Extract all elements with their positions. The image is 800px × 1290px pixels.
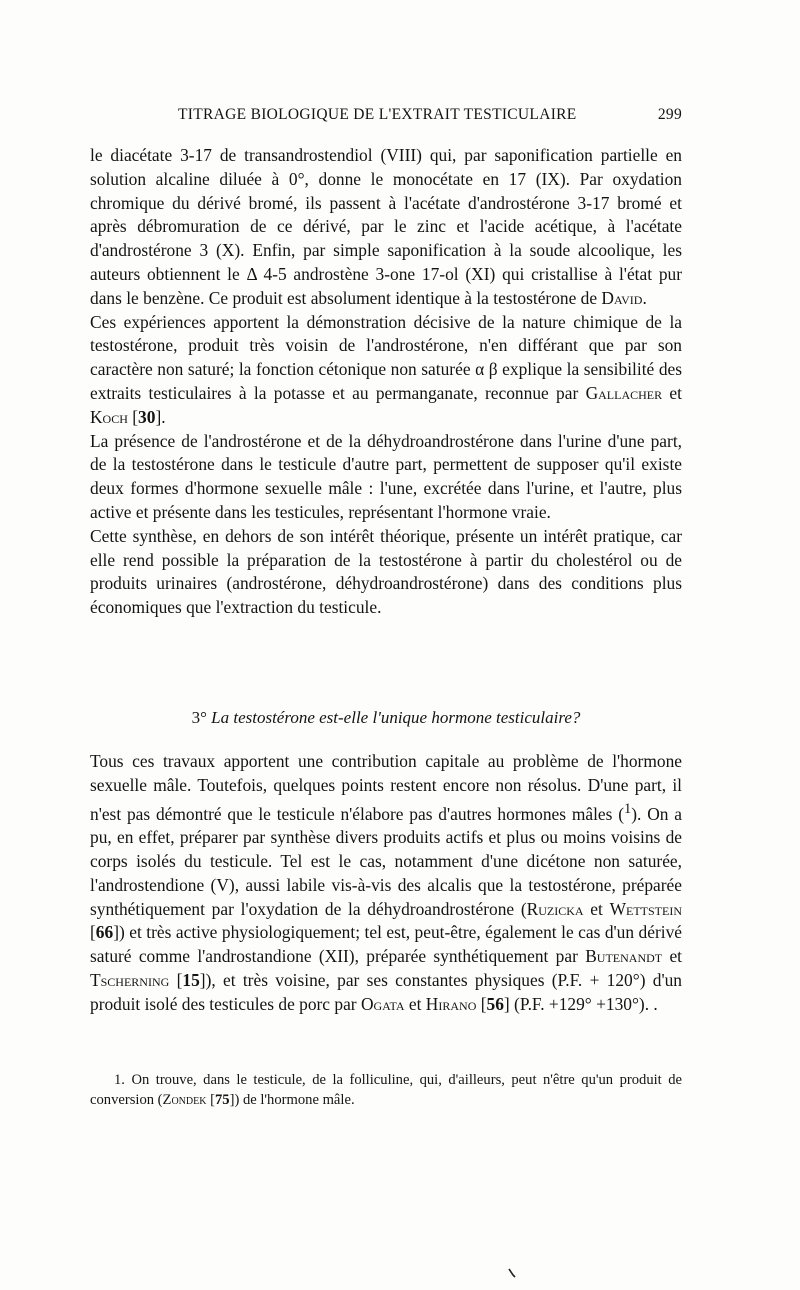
paragraph-1-end: .: [642, 287, 647, 308]
page-number: 299: [657, 106, 682, 123]
main-text-upper: [90, 144, 682, 620]
conjunction: et: [662, 946, 682, 967]
paragraph-2-text: Ces expériences apportent la démonstration décisive de la nature chimique de la testostérone, produit très voisin de l'androstérone, n'en différant que par son caractère non saturé; la fonction cétonique non saturée α β explique la sensibilité des extraits testiculaires à la potasse et au permanganate, reconnue par: [90, 311, 682, 403]
reference-66: 66: [95, 922, 114, 943]
conjunction: et: [583, 898, 610, 919]
paragraph-1: [90, 144, 682, 311]
bracket-open: [: [476, 993, 487, 1014]
paragraph-5-text-c: ]) et très active physiologiquement; tel est, peut-être, également le cas d'un dérivé saturé comme l'androstandione (XII), préparée synthétiquement par: [90, 922, 682, 967]
section-heading: [90, 708, 682, 728]
author-zondek: Zondek: [162, 1092, 207, 1108]
paragraph-3: La présence de l'androstérone et de la déhydroandrostérone dans l'urine d'une part, de la testostérone dans le testicule d'autre part, permettent de supposer qu'il existe deux formes d'hormone sexuelle mâle : l'une, excrétée dans l'urine, et l'autre, plus active et présente dans les testicules, représentant l'hormone vraie.: [90, 430, 682, 522]
bracket-open: [: [169, 969, 183, 990]
author-hirano: Hirano: [425, 993, 477, 1014]
reference-30: 30: [138, 406, 156, 427]
bracket-open: [: [90, 922, 96, 943]
footnote-1: [90, 1070, 682, 1110]
main-text-lower: [90, 750, 682, 1017]
footnote-marker: 1.: [114, 1072, 125, 1088]
bracket-open: [: [206, 1092, 215, 1108]
paragraph-4: Cette synthèse, en dehors de son intérêt théorique, présente un intérêt pratique, car elle rend possible la préparation de la testostérone à partir du cholestérol ou de produits urinaires (androstérone, déhydroandrostérone) dans des conditions plus économiques que l'extraction du testicule.: [90, 525, 682, 618]
conjunction: et: [404, 993, 426, 1014]
footnote-call: 1: [624, 800, 632, 817]
paragraph-5-text-e: ] (P.F. +129° +130°). .: [503, 993, 658, 1014]
author-tscherning: Tscherning: [90, 969, 170, 990]
reference-75: 75: [214, 1092, 230, 1108]
footnote: [90, 1070, 682, 1110]
author-wettstein: Wettstein: [609, 898, 682, 919]
reference-15: 15: [182, 969, 200, 990]
author-ogata: Ogata: [360, 993, 405, 1014]
paragraph-1-text: le diacétate 3-17 de transandrostendiol (VIII) qui, par saponification partielle en solution alcaline diluée à 0°, donne le monocétate en 17 (IX). Par oxydation chromique du dérivé bromé, ils passent à l'acétate d'androstérone 3-17 bromé et après débromuration de ce dérivé, par le zinc et l'acide acétique, à l'acétate d'androstérone 3 (X). Enfin, par simple saponification à la soude alcoolique, les auteurs obtiennent le Δ 4-5 androstène 3-one 17-ol (XI) qui cristallise à l'état pur dans le benzène. Ce produit est absolument identique à la testostérone de: [90, 145, 682, 308]
author-ruzicka: Ruzicka: [526, 898, 584, 919]
bracket-open: [: [127, 406, 139, 427]
conjunction: et: [662, 382, 682, 403]
bracket-close: ].: [155, 406, 166, 427]
footnote-text-a: On trouve, dans le testicule, de la folliculine, qui, d'ailleurs, peut n'être qu'un produit de conversion (: [90, 1072, 682, 1108]
author-butenandt: Butenandt: [585, 946, 663, 967]
author-koch: Koch: [90, 406, 128, 427]
scan-mark-icon: [508, 1268, 516, 1278]
author-david: David: [601, 287, 643, 308]
paragraph-5: [90, 750, 682, 1017]
footnote-text-b: ]) de l'hormone mâle.: [229, 1092, 355, 1108]
section-title: La testostérone est-elle l'unique hormone testiculaire?: [211, 708, 581, 727]
author-gallacher: Gallacher: [585, 382, 663, 403]
paragraph-5-text-d: ]), et très voisine, par ses constantes physiques (P.F. + 120°) d'un produit isolé des testicules de porc par: [90, 969, 683, 1014]
running-title: TITRAGE BIOLOGIQUE DE L'EXTRAIT TESTICULAIRE: [178, 106, 577, 123]
section-number: 3°: [191, 708, 207, 727]
reference-56: 56: [486, 993, 504, 1014]
paragraph-2: [90, 311, 682, 430]
paragraph-5-text-b: ). On a pu, en effet, préparer par synthèse divers produits actifs et plus ou moins voisins de corps isolés du testicule. Tel est le cas, notamment d'une dicétone non saturée, l'androstendione (V), aussi labile vis-à-vis des alcalis que la testostérone, préparée synthétiquement par l'oxydation de la déhydroandrostérone (: [90, 803, 682, 919]
paragraph-5-text-a: Tous ces travaux apportent une contribution capitale au problème de l'hormone sexuelle mâle. Toutefois, quelques points restent encore non résolus. D'une part, il n'est pas démontré que le testicule n'élabore pas d'autres hormones mâles (: [90, 751, 682, 824]
